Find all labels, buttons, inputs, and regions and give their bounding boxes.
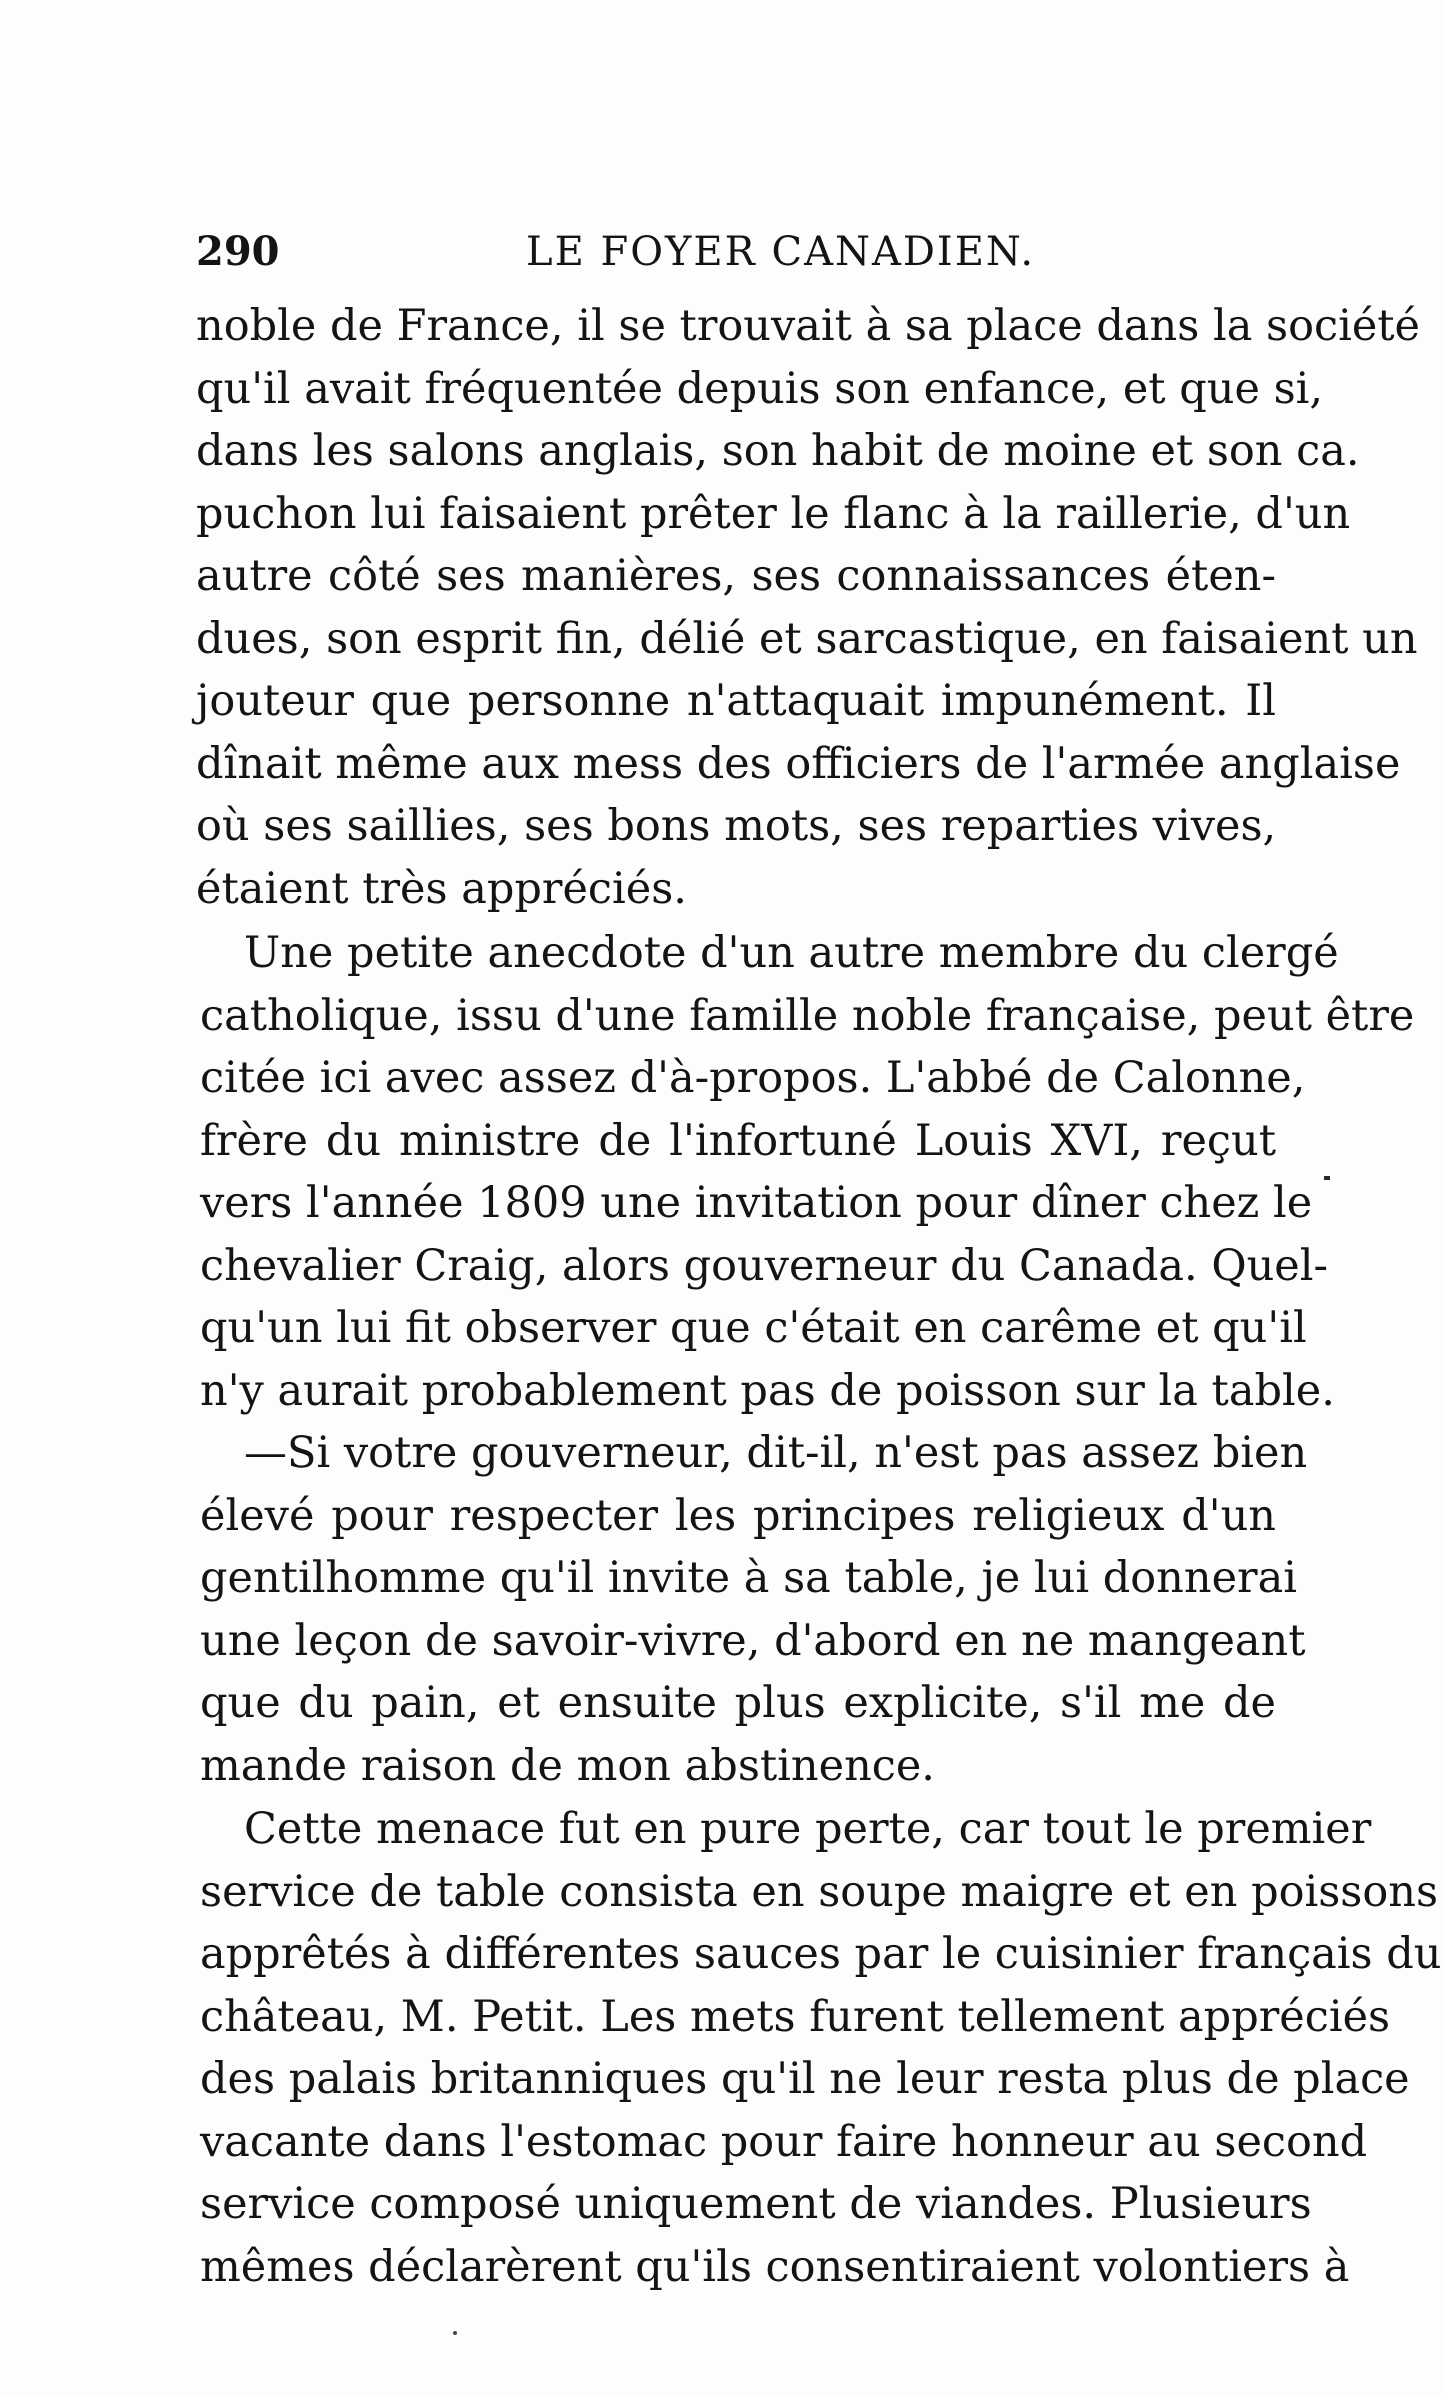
text-line: gentilhomme qu'il invite à sa table, je lui donnerai bbox=[200, 1553, 1297, 1603]
text-line: service composé uniquement de viandes. Plusieurs bbox=[200, 2179, 1312, 2229]
page-header bbox=[196, 222, 1296, 282]
print-dot bbox=[453, 2331, 457, 2335]
text-line: noble de France, il se trouvait à sa place dans la société bbox=[196, 301, 1421, 351]
text-line: étaient très appréciés. bbox=[196, 863, 687, 914]
paragraph-1 bbox=[196, 295, 1421, 920]
print-speck bbox=[1324, 1176, 1330, 1180]
text-line: dues, son esprit fin, délié et sarcastique, en faisaient un bbox=[196, 613, 1418, 664]
text-line: vacante dans l'estomac pour faire honneur au second bbox=[200, 2116, 1368, 2167]
text-line: —Si votre gouverneur, dit-il, n'est pas assez bien bbox=[244, 1428, 1308, 1478]
text-line: citée ici avec assez d'à-propos. L'abbé de Calonne, bbox=[200, 1053, 1306, 1103]
text-line: service de table consista en soupe maigre et en poissons bbox=[200, 1866, 1439, 1917]
text-line: dînait même aux mess des officiers de l'armée anglaise bbox=[196, 738, 1401, 789]
text-line: Cette menace fut en pure perte, car tout le premier bbox=[244, 1804, 1372, 1854]
text-line: élevé pour respecter les principes religieux d'un bbox=[200, 1490, 1276, 1541]
text-line: dans les salons anglais, son habit de moine et son ca. bbox=[196, 426, 1360, 476]
text-line: jouteur que personne n'attaquait impunément. Il bbox=[196, 676, 1276, 726]
text-line: qu'il avait fréquentée depuis son enfance, et que si, bbox=[196, 363, 1324, 414]
text-line: catholique, issu d'une famille noble française, peut être bbox=[200, 990, 1415, 1041]
text-line: mande raison de mon abstinence. bbox=[200, 1740, 935, 1791]
text-line: apprêtés à différentes sauces par le cuisinier français du bbox=[200, 1929, 1442, 1979]
text-line: chevalier Craig, alors gouverneur du Canada. Quel- bbox=[200, 1240, 1328, 1291]
text-line: des palais britanniques qu'il ne leur resta plus de place bbox=[200, 2054, 1410, 2104]
text-line: puchon lui faisaient prêter le flanc à la raillerie, d'un bbox=[196, 488, 1351, 539]
text-line: une leçon de savoir-vivre, d'abord en ne mangeant bbox=[200, 1615, 1306, 1666]
paragraph-2 bbox=[196, 922, 1415, 1797]
text-line: château, M. Petit. Les mets furent tellement appréciés bbox=[200, 1991, 1391, 2042]
text-line: vers l'année 1809 une invitation pour dîner chez le bbox=[200, 1178, 1313, 1228]
text-line: qu'un lui fit observer que c'était en carême et qu'il bbox=[200, 1303, 1307, 1353]
page-number: 290 bbox=[196, 228, 280, 275]
text-line: où ses saillies, ses bons mots, ses reparties vives, bbox=[196, 801, 1277, 851]
text-line: mêmes déclarèrent qu'ils consentiraient volontiers à bbox=[200, 2241, 1350, 2292]
text-line: n'y aurait probablement pas de poisson sur la table. bbox=[200, 1365, 1335, 1416]
paragraph-3 bbox=[196, 1798, 1442, 2298]
text-line: que du pain, et ensuite plus explicite, s'il me de bbox=[200, 1678, 1276, 1728]
running-title: LE FOYER CANADIEN. bbox=[526, 229, 1036, 275]
text-line: frère du ministre de l'infortuné Louis XVI, reçut bbox=[200, 1115, 1276, 1166]
text-line: Une petite anecdote d'un autre membre du clergé bbox=[244, 928, 1339, 978]
text-line: autre côté ses manières, ses connaissances éten- bbox=[196, 551, 1276, 601]
